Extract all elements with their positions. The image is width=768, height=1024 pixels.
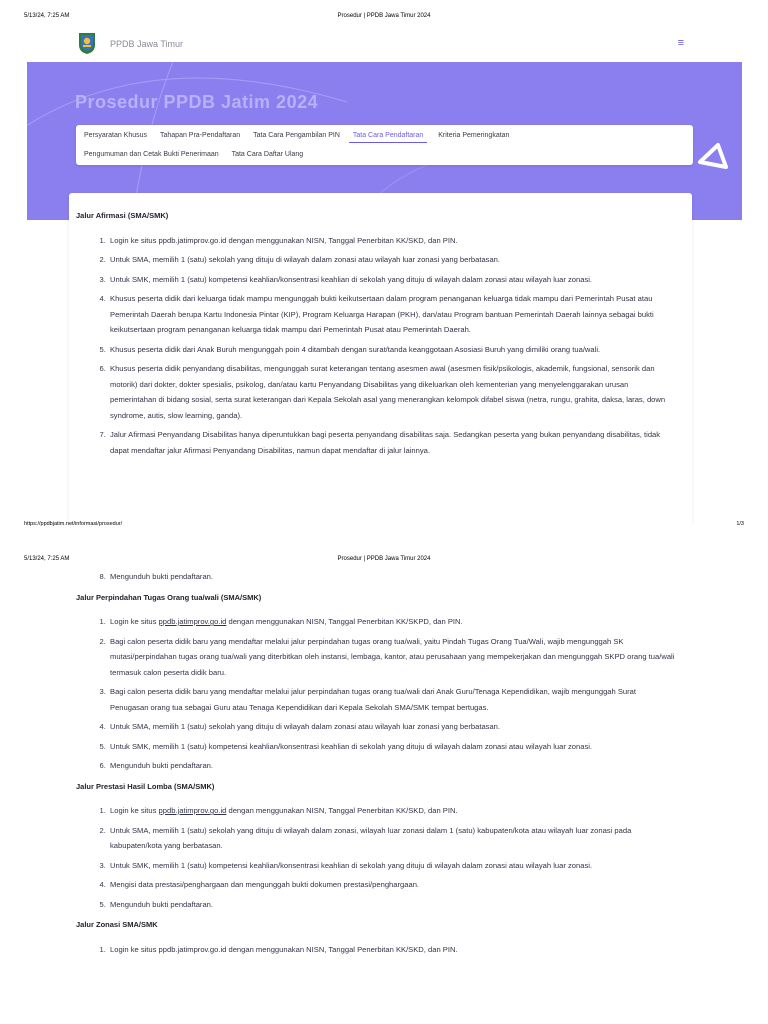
list-item: 8. Mengunduh bukti pendaftaran. [108, 569, 676, 585]
navbar [27, 26, 742, 62]
procedure-tabs [76, 125, 693, 165]
list-item: 4. Mengisi data prestasi/penghargaan dan mengunggah bukti dokumen prestasi/penghargaan. [108, 877, 676, 893]
list-item: 2. Untuk SMA, memilih 1 (satu) sekolah yang dituju di wilayah dalam zonasi atau wilayah luar zonasi yang berbatasan. [108, 252, 676, 268]
tab-tata-cara-pendaftaran[interactable]: Tata Cara Pendaftaran [349, 131, 427, 143]
section-title-prestasi: Jalur Prestasi Hasil Lomba (SMA/SMK) [76, 781, 215, 791]
print-date: 5/13/24, 7:25 AM [24, 13, 70, 19]
print-url: https://ppdbjatim.net/informasi/prosedur/ [24, 521, 123, 527]
print-page-2 [0, 549, 768, 1024]
list-item: 6. Mengunduh bukti pendaftaran. [108, 758, 676, 774]
tab-persyaratan-khusus[interactable]: Persyaratan Khusus [84, 132, 148, 139]
item-text: Login ke situs [110, 617, 159, 626]
section-title: Jalur Afirmasi (SMA/SMK) [76, 211, 169, 220]
list-item: 4. Khusus peserta didik dari keluarga tidak mampu mengunggah bukti keikutsertaan dalam program penanganan keluarga tidak mampu dari Pemerintah Pusat atau Pemerintah Daerah berupa Kartu Indonesia Pintar (KIP), Program Keluarga Harapan (PKH), dan/atau Program bantuan Pemerintah Daerah lainnya sebagai bukti keikutsertaan program penanganan keluarga tidak mampu dari Pemerintah Pusat atau Pemerintah Daerah. [108, 291, 676, 338]
list-item: 1. Login ke situs ppdb.jatimprov.go.id dengan menggunakan NISN, Tanggal Penerbitan KK/SKD, dan PIN. [108, 942, 676, 958]
tab-row-2 [84, 150, 314, 161]
list-item: 5. Untuk SMK, memilih 1 (satu) kompetensi keahlian/konsentrasi keahlian di sekolah yang dituju di wilayah dalam zonasi atau wilayah luar zonasi. [108, 739, 676, 755]
list-item: 5. Khusus peserta didik dari Anak Buruh mengunggah poin 4 ditambah dengan surat/tanda keanggotaan Asosiasi Buruh yang dimiliki orang tua/wali. [108, 342, 676, 358]
print-doc-title: Prosedur | PPDB Jawa Timur 2024 [337, 556, 431, 562]
list-item: 3. Untuk SMK, memilih 1 (satu) kompetensi keahlian/konsentrasi keahlian di sekolah yang dituju di wilayah dalam zonasi atau wilayah luar zonasi. [108, 272, 676, 288]
list-item: 3. Untuk SMK, memilih 1 (satu) kompetensi keahlian/konsentrasi keahlian di sekolah yang dituju di wilayah dalam zonasi atau wilayah luar zonasi. [108, 858, 676, 874]
page-title: Prosedur PPDB Jatim 2024 [75, 92, 319, 112]
ppdb-link[interactable]: ppdb.jatimprov.go.id [158, 617, 227, 626]
list-item: 2. Untuk SMA, memilih 1 (satu) sekolah yang dituju di wilayah dalam zonasi, wilayah luar zonasi dalam 1 (satu) kabupaten/kota atau wilayah luar zonasi pada kabupaten/kota yang berbatasan. [108, 823, 676, 854]
list-item: 1. Login ke situs ppdb.jatimprov.go.id dengan menggunakan NISN, Tanggal Penerbitan KK/SKD, dan PIN. [108, 233, 676, 249]
item-text: dengan menggunakan NISN, Tanggal Penerbitan KK/SKPD, dan PIN. [226, 617, 463, 626]
list-item [108, 803, 676, 819]
tab-tata-cara-daftar-ulang[interactable]: Tata Cara Daftar Ulang [231, 151, 304, 158]
hamburger-menu-icon[interactable]: ≡ [677, 37, 684, 49]
tab-row-1 [84, 131, 520, 143]
tab-tahapan-pra-pendaftaran[interactable]: Tahapan Pra-Pendaftaran [160, 132, 241, 139]
list-item: 7. Jalur Afirmasi Penyandang Disabilitas hanya diperuntukkan bagi peserta penyandang disabilitas saja. Sedangkan peserta yang bukan penyandang disabilitas, tidak dapat mendaftar jalur Afirmasi Penyandang Disabilitas, namun dapat mendaftar di jalur lainnya. [108, 427, 676, 458]
section-title-perpindahan: Jalur Perpindahan Tugas Orang tua/wali (SMA/SMK) [76, 592, 262, 602]
triangle-decoration-icon [696, 142, 730, 172]
print-page-number: 1/3 [736, 521, 744, 527]
list-item: 3. Bagi calon peserta didik baru yang mendaftar melalui jalur perpindahan tugas orang tua/wali dari Anak Guru/Tenaga Kependidikan, wajib mengunggah Surat Penugasan orang tua sebagai Guru atau Tenaga Kependidikan dari Kepala Sekolah SMA/SMK tempat bertugas. [108, 684, 676, 715]
tab-kriteria-pemeringkatan[interactable]: Kriteria Pemeringkatan [438, 132, 510, 139]
list-item: 4. Untuk SMA, memilih 1 (satu) sekolah yang dituju di wilayah dalam zonasi atau wilayah luar zonasi yang berbatasan. [108, 719, 676, 735]
brand-name[interactable]: PPDB Jawa Timur [110, 39, 184, 49]
print-date: 5/13/24, 7:25 AM [24, 556, 70, 562]
ppdb-link[interactable]: ppdb.jatimprov.go.id [158, 806, 227, 815]
tab-tata-cara-pengambilan-pin[interactable]: Tata Cara Pengambilan PIN [253, 132, 340, 139]
print-doc-title: Prosedur | PPDB Jawa Timur 2024 [337, 13, 431, 19]
tab-pengumuman[interactable]: Pengumuman dan Cetak Bukti Penerimaan [84, 151, 219, 158]
section-afirmasi [76, 208, 676, 462]
list-item: 6. Khusus peserta didik penyandang disabilitas, mengunggah surat keterangan tentang asesmen awal (asesmen fisik/psikologis, akademik, fungsional, sensorik dan motorik) dari dokter, dokter spesialis, psikolog, dan/atau kartu Penyandang Disabilitas yang dikeluarkan oleh kementerian yang menyelenggarakan urusan pemerintahan di bidang sosial, serta surat keterangan dari Kepala Sekolah asal yang menerangkan kelompok difabel siswa (netra, rungu, grahita, daksa, laras, down syndrome, autis, slow learning, ganda). [108, 361, 676, 423]
list-item: 2. Bagi calon peserta didik baru yang mendaftar melalui jalur perpindahan tugas orang tua/wali, yaitu Pindah Tugas Orang Tua/Wali, wajib mengunggah SK mutasi/perpindahan tugas orang tua/wali yang diterbitkan oleh instansi, lembaga, kantor, atau perusahaan yang mempekerjakan dan mengunggah SKPD orang tua/wali termasuk calon peserta didik baru. [108, 634, 676, 681]
jatim-logo-icon[interactable] [77, 31, 97, 55]
item-text: Login ke situs [110, 806, 159, 815]
section-continuation [76, 569, 676, 961]
print-header [0, 8, 768, 22]
list-item: 5. Mengunduh bukti pendaftaran. [108, 897, 676, 913]
section-title-zonasi: Jalur Zonasi SMA/SMK [76, 920, 158, 929]
list-item [108, 614, 676, 630]
item-text: dengan menggunakan NISN, Tanggal Penerbitan KK/SKD, dan PIN. [226, 806, 458, 815]
